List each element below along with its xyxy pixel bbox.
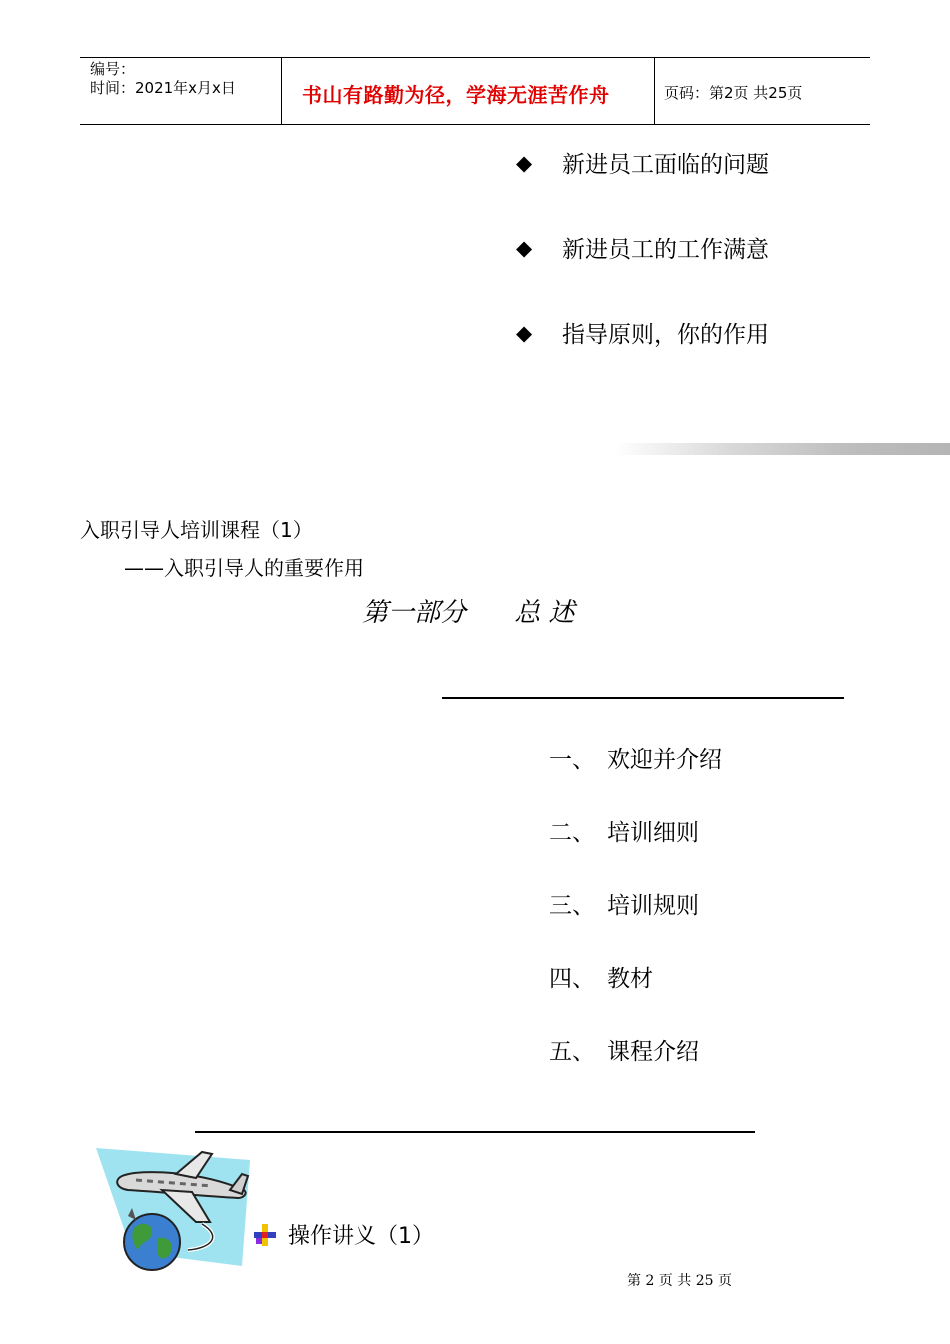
outline-number: 一、: [549, 747, 595, 773]
part-name: 总 述: [514, 598, 575, 628]
decorative-gradient-bar: [615, 443, 950, 455]
outline-text: 教材: [607, 966, 653, 992]
course-subtitle: ——入职引导人的重要作用: [124, 556, 364, 580]
diamond-bullet-icon: ◆: [516, 235, 533, 260]
handout-label: 操作讲义（1）: [288, 1224, 434, 1249]
outline-item-5: [549, 1033, 699, 1066]
airplane-globe-icon: [92, 1146, 254, 1274]
outline-number: 四、: [549, 966, 595, 992]
four-color-square-icon: [254, 1224, 276, 1246]
diamond-bullet-icon: ◆: [516, 150, 533, 175]
intro-bullet-3: [516, 316, 769, 349]
header-page-info: 页码：第2页 共25页: [664, 84, 803, 102]
part-number: 第一部分: [362, 598, 467, 628]
intro-bullet-text: 指导原则，你的作用: [562, 322, 769, 348]
outline-top-rule: [442, 697, 844, 699]
outline-item-2: [549, 814, 699, 847]
outline-number: 三、: [549, 893, 595, 919]
outline-text: 培训规则: [607, 893, 699, 919]
outline-item-1: [549, 741, 722, 774]
intro-bullet-text: 新进员工的工作满意: [562, 237, 769, 263]
outline-number: 二、: [549, 820, 595, 846]
header-top-border: [80, 57, 870, 58]
diamond-bullet-icon: ◆: [516, 320, 533, 345]
course-title: 入职引导人培训课程（1）: [80, 518, 313, 542]
outline-number: 五、: [549, 1039, 595, 1065]
serial-label: 编号：: [90, 60, 136, 78]
outline-item-4: [549, 960, 653, 993]
date-label: 时间：2021年x月x日: [90, 79, 236, 97]
outline-item-3: [549, 887, 699, 920]
handout-item: [254, 1219, 434, 1250]
header-divider-2: [654, 57, 655, 125]
part-title: [362, 592, 575, 629]
intro-bullet-2: [516, 231, 769, 264]
header-divider-1: [281, 57, 282, 125]
header-bottom-border: [80, 124, 870, 125]
outline-bottom-rule: [195, 1131, 755, 1133]
header-motto: 书山有路勤为径，学海无涯苦作舟: [302, 83, 610, 107]
page-footer: 第 2 页 共 25 页: [627, 1273, 732, 1289]
outline-text: 课程介绍: [607, 1039, 699, 1065]
outline-text: 欢迎并介绍: [607, 747, 722, 773]
intro-bullet-1: [516, 146, 769, 179]
outline-text: 培训细则: [607, 820, 699, 846]
intro-bullet-text: 新进员工面临的问题: [562, 152, 769, 178]
